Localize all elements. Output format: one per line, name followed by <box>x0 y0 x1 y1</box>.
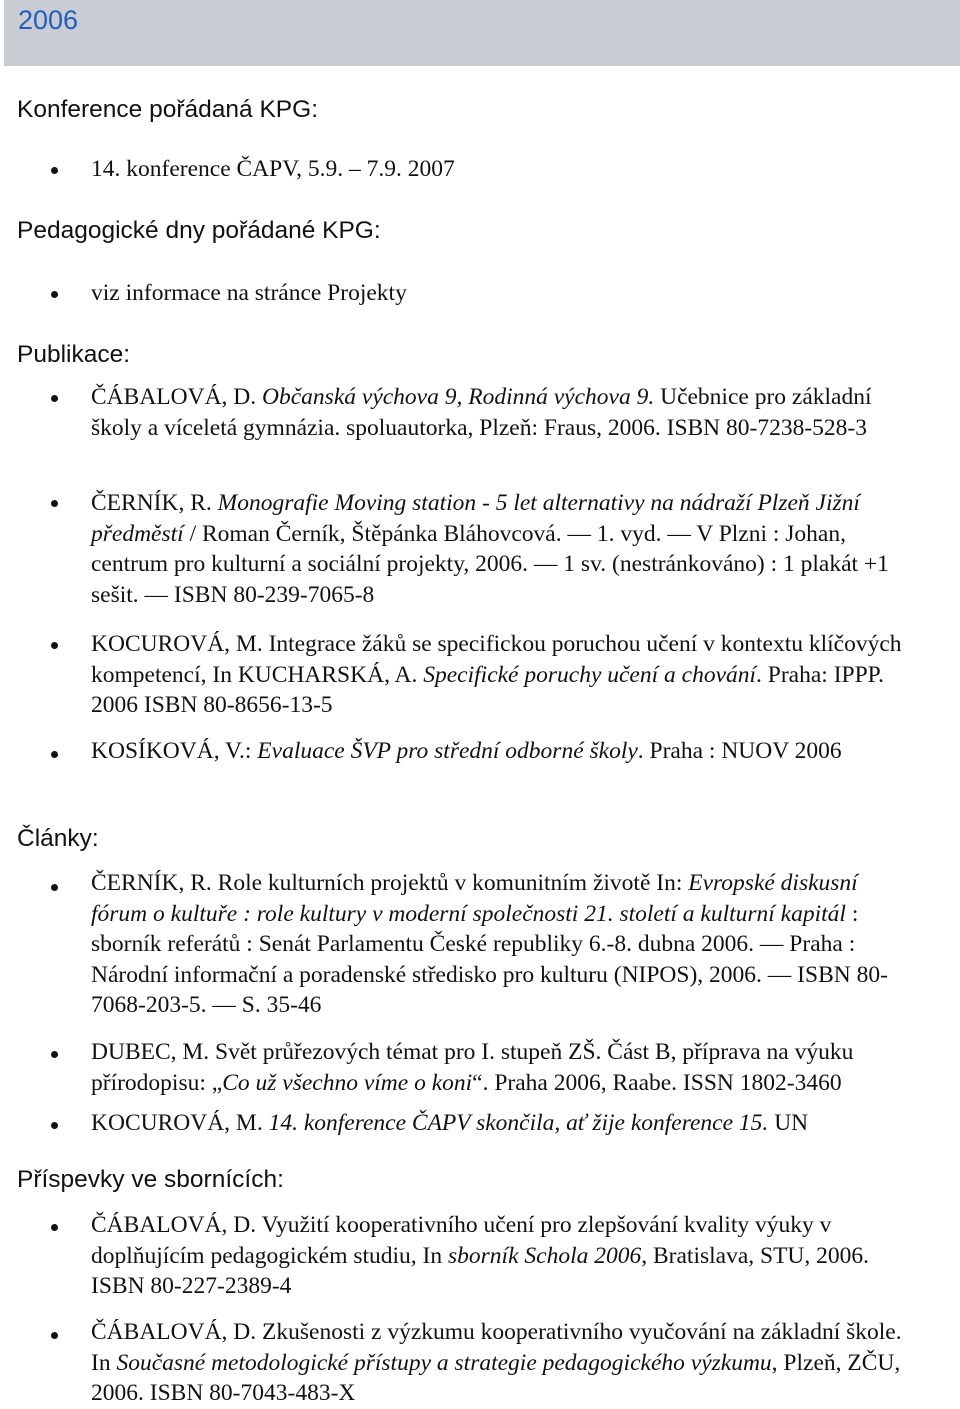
bullet-icon <box>51 167 58 174</box>
year-header-bar <box>4 0 960 66</box>
heading-prispevky: Příspevky ve sbornících: <box>17 1166 284 1193</box>
heading-publikace: Publikace: <box>17 341 131 368</box>
bullet-icon <box>51 500 58 507</box>
year-title: 2006 <box>18 5 79 35</box>
list-item-text: ČÁBALOVÁ, D. Využití kooperativního učení pro zlepšování kvality výuky v doplňujícím pedagogickém studiu, In sborník Schola 2006, Bratislava, STU, 2006. ISBN 80-227-2389-4 <box>91 1212 870 1299</box>
list-item-text: ČÁBALOVÁ, D. Zkušenosti z výzkumu kooperativního vyučování na základní škole. In Současné metodologické přístupy a strategie pedagogického výzkumu, Plzeň, ZČU, 2006. ISBN 80-7043-483-X <box>91 1319 902 1406</box>
bullet-icon <box>51 1122 58 1129</box>
bullet-icon <box>51 1051 58 1058</box>
bullet-icon <box>51 1332 58 1339</box>
list-item-text: ČÁBALOVÁ, D. Občanská výchova 9, Rodinná výchova 9. Učebnice pro základní školy a víceletá gymnázia. spoluautorka, Plzeň: Fraus, 2006. ISBN 80-7238-528-3 <box>91 384 872 441</box>
list-item-text: KOCUROVÁ, M. 14. konference ČAPV skončila, ať žije konference 15. UN <box>91 1110 809 1136</box>
list-item-text: KOCUROVÁ, M. Integrace žáků se specifickou poruchou učení v kontextu klíčových kompetencí, In KUCHARSKÁ, A. Specifické poruchy učení a chování. Praha: IPPP. 2006 ISBN 80-8656-13-5 <box>91 631 902 718</box>
heading-pedagogicke-dny: Pedagogické dny pořádané KPG: <box>17 217 381 244</box>
bullet-icon <box>51 291 58 298</box>
list-item-text: 14. konference ČAPV, 5.9. – 7.9. 2007 <box>91 156 455 182</box>
list-item-text: viz informace na stránce Projekty <box>91 280 407 306</box>
list-item-text: ČERNÍK, R. Role kulturních projektů v komunitním životě In: Evropské diskusní fórum o kultuře : role kultury v moderní společnosti 21. století a kulturní kapitál : sborník referátů : Senát Parlamentu České republiky 6.-8. dubna 2006. — Praha : Národní informační a poradenské středisko pro kulturu (NIPOS), 2006. — ISBN 80-7068-203-5. — S. 35-46 <box>91 870 888 1018</box>
list-item-text: DUBEC, M. Svět průřezových témat pro I. stupeň ZŠ. Část B, příprava na výuku přírodopisu: „Co už všechno víme o koni“. Praha 2006, Raabe. ISSN 1802-3460 <box>91 1039 854 1096</box>
list-item-text: KOSÍKOVÁ, V.: Evaluace ŠVP pro střední odborné školy. Praha : NUOV 2006 <box>91 738 842 764</box>
bullet-icon <box>51 884 58 891</box>
bullet-icon <box>51 395 58 402</box>
heading-konference: Konference pořádaná KPG: <box>17 96 319 123</box>
bullet-icon <box>51 642 58 649</box>
bullet-icon <box>51 751 58 758</box>
list-item-text: ČERNÍK, R. Monografie Moving station - 5 let alternativy na nádraží Plzeň Jižní předměstí / Roman Černík, Štěpánka Bláhovcová. — 1. vyd. — V Plzni : Johan, centrum pro kulturní a sociální projekty, 2006. — 1 sv. (nestránkováno) : 1 plakát +1 sešit. — ISBN 80-239-7065-8 <box>91 490 889 608</box>
bullet-icon <box>51 1224 58 1231</box>
heading-clanky: Články: <box>17 825 99 852</box>
